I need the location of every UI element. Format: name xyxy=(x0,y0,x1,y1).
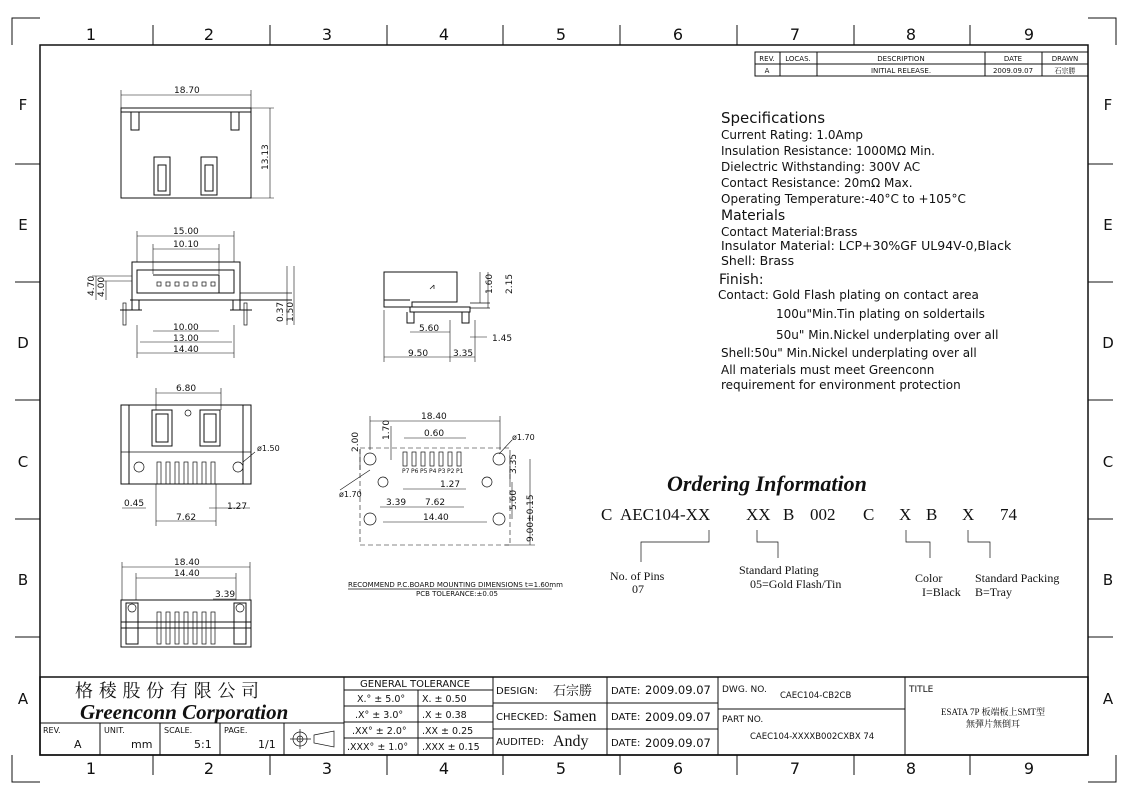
date-value: 2009.09.07 xyxy=(645,683,711,697)
col-label: 6 xyxy=(672,759,684,778)
company-name-cn: 格 稜 股 份 有 限 公 司 xyxy=(75,681,260,702)
tolerance-linear: X. ± 0.50 xyxy=(422,694,467,705)
pins-value: 07 xyxy=(632,582,644,596)
packing-value: B=Tray xyxy=(975,585,1013,599)
title-block xyxy=(40,677,1088,755)
dim-label: 3.35 xyxy=(509,453,519,474)
page-value: 1/1 xyxy=(258,738,276,751)
col-label: 9 xyxy=(1023,759,1035,778)
pcb-layout xyxy=(339,412,536,545)
date-value: 2009.09.07 xyxy=(645,736,711,750)
tolerance-angle: X.° ± 5.0° xyxy=(357,694,406,705)
col-label: 7 xyxy=(789,759,801,778)
col-label: 5 xyxy=(555,25,567,44)
design-label: DESIGN: xyxy=(496,686,538,697)
row-label: A xyxy=(17,690,29,708)
date-value: 2009.09.07 xyxy=(645,710,711,724)
zone-ticks xyxy=(15,25,1113,775)
pcb-pads xyxy=(403,452,461,466)
rear-view xyxy=(121,558,251,647)
ordering-leaders xyxy=(641,530,990,562)
dim-label: 1.60 xyxy=(485,273,495,294)
dim-label: 0.37 xyxy=(276,301,286,322)
row-label: D xyxy=(17,334,29,352)
spec-line: Current Rating: 1.0Amp xyxy=(721,128,864,142)
spec-line: Shell: Brass xyxy=(721,253,795,268)
audited-label: AUDITED: xyxy=(496,737,545,748)
dim-label: 6.80 xyxy=(176,384,197,394)
dim-label: 7.62 xyxy=(176,513,197,523)
title-line2: 無彈片無倒耳 xyxy=(966,719,1021,729)
row-label: B xyxy=(17,571,29,589)
row-label: E xyxy=(18,216,28,234)
dim-label: 14.40 xyxy=(423,513,449,523)
scale-value: 5:1 xyxy=(194,738,212,751)
order-code-part: C xyxy=(863,505,875,524)
plating-label: Standard Plating xyxy=(739,563,819,577)
dwg-label: DWG. NO. xyxy=(722,685,767,695)
dim-label: 5.60 xyxy=(419,324,440,334)
col-label: 8 xyxy=(905,25,917,44)
rev-header: REV. xyxy=(759,55,775,63)
order-code-part: X xyxy=(899,505,912,524)
spec-line: All materials must meet Greenconn xyxy=(721,363,935,377)
pad-label: P2 xyxy=(447,468,455,475)
dim-label: 9.00±0.15 xyxy=(526,494,536,542)
spec-heading: Materials xyxy=(721,208,786,224)
col-label: 8 xyxy=(905,759,917,778)
order-code-part: X xyxy=(962,505,975,524)
tolerance-title: GENERAL TOLERANCE xyxy=(360,679,471,690)
revision-table xyxy=(755,52,1088,76)
dim-label: 7.62 xyxy=(425,498,446,508)
dim-label: 3.39 xyxy=(386,498,407,508)
spec-line: Dielectric Withstanding: 300V AC xyxy=(721,160,921,174)
spec-heading: Specifications xyxy=(721,109,826,127)
dim-label: ø1.50 xyxy=(257,444,280,453)
packing-label: Standard Packing xyxy=(975,571,1060,585)
spec-line: Operating Temperature:-40°C to +105°C xyxy=(721,192,966,206)
dwg-value: CAEC104-CB2CB xyxy=(780,691,852,701)
dim-label: 18.70 xyxy=(174,86,200,96)
dim-label: ø1.70 xyxy=(339,490,362,499)
dim-label: 3.39 xyxy=(215,590,236,600)
col-label: 2 xyxy=(203,25,215,44)
spec-line: Contact Material:Brass xyxy=(721,225,858,239)
dim-label: 10.10 xyxy=(173,240,199,250)
row-label: A xyxy=(1102,690,1114,708)
rev-header: DESCRIPTION xyxy=(877,55,925,63)
spec-line: Insulator Material: LCP+30%GF UL94V-0,Black xyxy=(721,238,1012,253)
page-label: PAGE. xyxy=(224,726,248,735)
dim-label: 13.00 xyxy=(173,334,199,344)
spec-line: requirement for environment protection xyxy=(721,378,961,392)
col-label: 6 xyxy=(672,25,684,44)
dim-label: ø1.70 xyxy=(512,433,535,442)
unit-label: UNIT. xyxy=(104,726,125,735)
col-label: 3 xyxy=(321,25,333,44)
top-view xyxy=(121,86,274,198)
row-label: B xyxy=(1102,571,1114,589)
rev-cell: INITIAL RELEASE. xyxy=(870,67,932,75)
order-code-part: 74 xyxy=(1000,505,1017,524)
spec-line: Insulation Resistance: 1000MΩ Min. xyxy=(721,144,935,158)
tolerance-linear: .X ± 0.38 xyxy=(422,710,467,721)
audited-value: Andy xyxy=(553,733,589,750)
design-value: 石宗勝 xyxy=(553,684,593,699)
spec-line: Contact Resistance: 20mΩ Max. xyxy=(721,176,913,190)
pins-label: No. of Pins xyxy=(610,569,665,583)
checked-value: Samen xyxy=(553,708,597,725)
tolerance-linear: .XX ± 0.25 xyxy=(422,726,474,737)
pad-label: P6 xyxy=(411,468,419,475)
pad-label: P3 xyxy=(438,468,446,475)
spec-line: Contact: Gold Flash plating on contact area xyxy=(718,288,979,302)
spec-line: Shell:50u" Min.Nickel underplating over all xyxy=(721,346,977,360)
row-labels-left xyxy=(17,96,29,708)
checked-label: CHECKED: xyxy=(496,712,548,723)
rev-header: DATE xyxy=(1003,55,1023,63)
projection-symbol-icon xyxy=(290,729,334,749)
order-code-part: B xyxy=(783,505,795,524)
row-label: F xyxy=(1103,96,1113,114)
dim-label: 15.00 xyxy=(173,227,199,237)
pad-label: P5 xyxy=(420,468,428,475)
dim-label: 14.40 xyxy=(173,345,199,355)
order-code-part: AEC104 xyxy=(620,505,680,524)
row-label: F xyxy=(18,96,28,114)
dim-label: 4.00 xyxy=(97,276,107,297)
col-label: 4 xyxy=(438,25,450,44)
order-code-part: C xyxy=(601,505,613,524)
column-labels-bottom xyxy=(86,759,1034,778)
spec-line: 50u" Min.Nickel underplating over all xyxy=(776,328,999,342)
company-name-en: Greenconn Corporation xyxy=(80,700,289,724)
spec-line: 100u"Min.Tin plating on soldertails xyxy=(776,307,985,321)
dim-label: 2.15 xyxy=(505,273,515,294)
col-label: 3 xyxy=(321,759,333,778)
dim-label: 10.00 xyxy=(173,323,199,333)
tolerance-angle: .X° ± 3.0° xyxy=(355,710,404,721)
front-view xyxy=(87,227,296,358)
tolerance-angle: .XX° ± 2.0° xyxy=(352,726,407,737)
col-label: 7 xyxy=(789,25,801,44)
tolerance-linear: .XXX ± 0.15 xyxy=(422,742,480,753)
rev-cell: 2009.09.07 xyxy=(992,67,1034,75)
col-label: 2 xyxy=(203,759,215,778)
pin-pads xyxy=(157,282,215,286)
corner-marks xyxy=(12,18,1116,782)
part-label: PART NO. xyxy=(722,715,764,725)
col-label: 9 xyxy=(1023,25,1035,44)
spec-heading: Finish: xyxy=(719,272,764,288)
dim-label: 1.70 xyxy=(382,419,392,440)
dim-label: 18.40 xyxy=(174,558,200,568)
ordering-title: Ordering Information xyxy=(667,471,867,496)
rev-label: REV. xyxy=(43,726,61,735)
row-label: C xyxy=(17,453,29,471)
title-label: TITLE xyxy=(909,685,934,695)
dim-label: 1.50 xyxy=(286,301,296,322)
color-value: I=Black xyxy=(922,585,961,599)
date-label: DATE: xyxy=(611,712,641,723)
bottom-pins xyxy=(157,462,215,484)
pad-label: P1 xyxy=(456,468,464,475)
dim-label: 1.27 xyxy=(227,502,248,512)
tolerance-angle: .XXX° ± 1.0° xyxy=(347,742,409,753)
row-labels-right xyxy=(1102,96,1114,708)
dim-label: 3.35 xyxy=(453,349,474,359)
order-code-part: 002 xyxy=(810,505,836,524)
unit-value: mm xyxy=(131,738,153,751)
col-label: 1 xyxy=(85,25,97,44)
row-label: D xyxy=(1102,334,1114,352)
plating-value: 05=Gold Flash/Tin xyxy=(750,577,842,591)
dim-label: 1.27 xyxy=(440,480,461,490)
dim-label: 4.70 xyxy=(87,275,97,296)
dim-label: 5.60 xyxy=(509,489,519,510)
pad-label: P4 xyxy=(429,468,437,475)
rev-cell: 石宗勝 xyxy=(1054,67,1076,75)
order-code-part: -XX xyxy=(680,505,711,524)
row-label: C xyxy=(1102,453,1114,471)
pad-label: P7 xyxy=(402,468,410,475)
bottom-view xyxy=(121,384,280,526)
rev-header: LOCAS. xyxy=(785,55,811,63)
dim-label: 9.50 xyxy=(408,349,429,359)
pcb-note-line2: PCB TOLERANCE:±0.05 xyxy=(416,590,498,598)
dim-label: 0.45 xyxy=(124,499,145,509)
title-line1: ESATA 7P 板端板上SMT型 xyxy=(941,707,1045,717)
pcb-note-line1: RECOMMEND P.C.BOARD MOUNTING DIMENSIONS t=1.60mm xyxy=(348,581,563,589)
dim-label: 0.60 xyxy=(424,429,445,439)
date-label: DATE: xyxy=(611,686,641,697)
row-label: E xyxy=(1103,216,1113,234)
pcb-note xyxy=(348,581,563,598)
column-labels-top xyxy=(86,25,1034,44)
col-label: 5 xyxy=(555,759,567,778)
date-label: DATE: xyxy=(611,738,641,749)
col-label: 1 xyxy=(85,759,97,778)
rev-cell: A xyxy=(764,67,770,75)
side-view xyxy=(384,272,515,362)
rev-value: A xyxy=(74,738,82,751)
dim-label: 1.45 xyxy=(492,334,513,344)
scale-label: SCALE. xyxy=(164,726,193,735)
ordering-information xyxy=(601,471,1059,599)
col-label: 4 xyxy=(438,759,450,778)
rev-header: DRAWN xyxy=(1051,55,1079,63)
part-value: CAEC104-XXXXB002CXBX 74 xyxy=(750,732,875,742)
color-label: Color xyxy=(915,571,943,585)
order-code-part: B xyxy=(926,505,938,524)
specifications-block xyxy=(718,109,1012,392)
order-code-part: XX xyxy=(746,505,771,524)
dim-label: 2.00 xyxy=(351,431,361,452)
dim-label: 18.40 xyxy=(421,412,447,422)
dim-label: 13.13 xyxy=(261,144,271,170)
dim-label: 14.40 xyxy=(174,569,200,579)
